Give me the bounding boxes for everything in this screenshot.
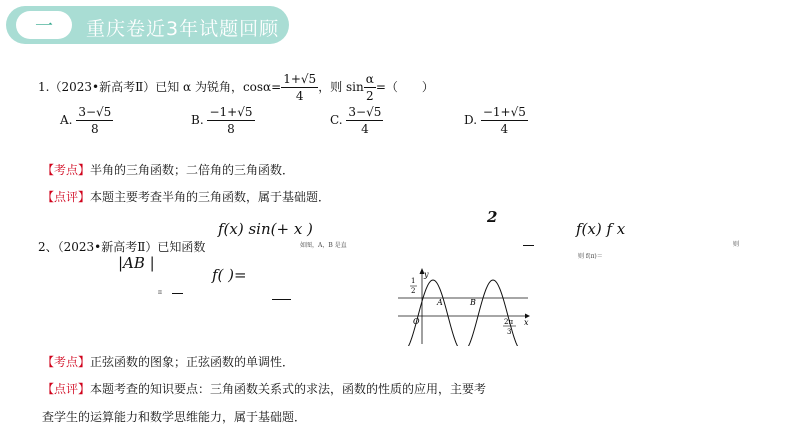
q2-formula-f3-small: 则 f(π)＝ (578, 253, 603, 260)
q1-mid: ，则 sin (318, 80, 364, 94)
sine-graph (393, 266, 533, 346)
q1-option-c (330, 102, 383, 138)
option-fraction (346, 105, 383, 136)
q2-dash-2 (172, 293, 183, 294)
section-title: 重庆卷近3年试题回顾 (86, 18, 280, 40)
q1-cos-num: 1+√5 (283, 72, 317, 86)
dianping-text: 本题主要考查半角的三角函数，属于基础题． (90, 190, 331, 204)
point-b-label: B (470, 298, 476, 307)
option-num: −1+√5 (209, 105, 253, 119)
origin-label: O (413, 317, 420, 326)
q2-dash-3 (272, 299, 291, 300)
option-den: 4 (361, 122, 369, 136)
option-letter: B. (191, 113, 204, 127)
option-letter: C. (330, 113, 343, 127)
q2-prefix: 2、（2023•新高考Ⅱ）已知函数 (38, 240, 206, 254)
q1-option-d (464, 102, 528, 138)
y-label: y (424, 270, 429, 279)
q1-sin-num: α (365, 72, 374, 86)
point-a-label: A (437, 298, 443, 307)
option-num: −1+√5 (482, 105, 526, 119)
section-number-badge: 一 (16, 11, 72, 39)
q2-tiny-text: 则 (733, 241, 740, 248)
q2-f4: f( )= (212, 266, 247, 284)
q2-ab-small: π (158, 289, 162, 296)
option-fraction (481, 105, 528, 136)
q1-suffix: =（ ） (375, 80, 434, 94)
half-den: 2 (411, 287, 416, 295)
q1-cos-den: 4 (295, 89, 304, 103)
q1-dianping (42, 190, 330, 204)
sine-curve (405, 280, 525, 346)
option-num: 3−√5 (78, 105, 112, 119)
option-fraction (207, 105, 254, 136)
option-den: 8 (90, 122, 99, 136)
option-den: 4 (500, 122, 509, 136)
dianping-label: 【点评】 (42, 190, 91, 204)
dianping-text: 本题考查的知识要点：三角函数关系式的求法，函数的性质的应用，主要考 (90, 382, 487, 396)
option-letter: D. (464, 113, 478, 127)
tick-2pi-3-num: 2π (504, 318, 514, 326)
tick-2pi-3-den: 3 (507, 328, 512, 336)
q2-dianping (42, 382, 486, 396)
q2-dash-1 (523, 245, 534, 246)
q2-formula-main: f(x) sin(+ x ) (218, 220, 313, 238)
kaodian-label: 【考点】 (42, 163, 91, 177)
option-fraction (76, 105, 113, 136)
q2-formula-small-text: 如图，A，B 是直 (300, 242, 347, 249)
q1-option-a (60, 102, 113, 138)
q1-stem (38, 68, 434, 106)
kaodian-text: 正弦函数的图象；正弦函数的单调性． (90, 355, 295, 369)
q1-kaodian (42, 163, 294, 177)
q1-sin-fraction (364, 72, 376, 103)
q1-option-b (191, 102, 255, 138)
option-num: 3−√5 (348, 105, 382, 119)
q2-formula-f3: f(x) f x (576, 220, 626, 238)
q1-sin-den: 2 (365, 89, 374, 103)
half-num: 1 (411, 277, 416, 285)
q2-kaodian (42, 355, 294, 369)
q1-cos-fraction (281, 72, 318, 103)
q2-dianping-line2: 查学生的运算能力和数学思维能力，属于基础题． (42, 410, 307, 424)
q2-ab: |AB | (118, 254, 155, 272)
dianping-label: 【点评】 (42, 382, 91, 396)
kaodian-text: 半角的三角函数；二倍角的三角函数． (90, 163, 295, 177)
q2-formula-two: 2 (487, 208, 498, 226)
option-den: 8 (227, 122, 235, 136)
option-letter: A. (60, 113, 73, 127)
kaodian-label: 【考点】 (42, 355, 91, 369)
section-header (6, 6, 289, 44)
x-label: x (524, 318, 529, 327)
q1-prefix: 1.（2023•新高考Ⅱ）已知 α 为锐角，cosα= (38, 80, 282, 94)
